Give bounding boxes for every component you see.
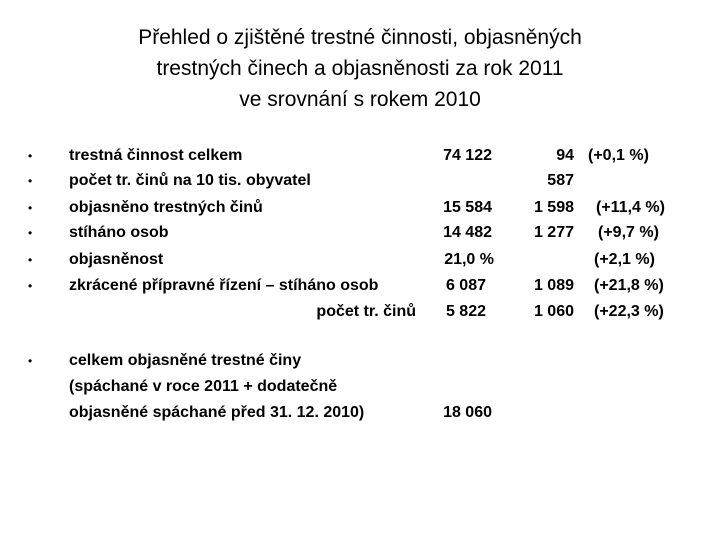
row-label: objasněno trestných činů xyxy=(69,199,263,216)
bullet: • xyxy=(28,354,33,368)
list-item-crimes-per-10k xyxy=(0,169,720,193)
row-pct: (+2,1 %) xyxy=(594,251,655,268)
row-value-2011: 6 087 xyxy=(445,277,486,294)
row-diff: 1 598 xyxy=(533,199,574,216)
row-label: stíháno osob xyxy=(69,224,169,241)
row-diff: 1 277 xyxy=(533,224,574,241)
bullet: • xyxy=(28,149,33,163)
bullet: • xyxy=(28,253,33,267)
row-pct: (+11,4 %) xyxy=(596,199,665,216)
bullet: • xyxy=(28,174,33,188)
list-item-shortened-proceedings xyxy=(0,274,720,298)
row-value-2011: 21,0 % xyxy=(444,251,494,268)
row-label: počet tr. činů xyxy=(316,303,416,320)
row-value-2011: 15 584 xyxy=(443,199,492,216)
bullet: • xyxy=(28,226,33,240)
row-diff: 587 xyxy=(547,172,574,189)
row-value-2011: 14 482 xyxy=(443,224,492,241)
list-item-shortened-crimes xyxy=(0,300,720,324)
title-line-2: trestných činech a objasněnosti za rok 2011 xyxy=(156,57,564,80)
summary-block xyxy=(69,348,409,426)
summary-line-3: objasněné spáchané před 31. 12. 2010) xyxy=(69,404,365,421)
row-value-2011: 74 122 xyxy=(443,147,492,164)
row-pct: (+9,7 %) xyxy=(598,224,659,241)
title-line-1: Přehled o zjištěné trestné činnosti, objasněných xyxy=(138,26,582,49)
list-item-prosecuted-persons xyxy=(0,221,720,245)
bullet: • xyxy=(28,279,33,293)
row-label: trestná činnost celkem xyxy=(69,147,243,164)
list-item-solved-crimes xyxy=(0,196,720,220)
row-label: objasněnost xyxy=(69,251,164,268)
row-label: zkrácené přípravné řízení – stíháno osob xyxy=(69,277,379,294)
row-diff: 1 089 xyxy=(533,277,574,294)
list-item-clearance-rate xyxy=(0,248,720,272)
title-line-3: ve srovnání s rokem 2010 xyxy=(239,88,481,111)
row-diff: 94 xyxy=(556,147,574,164)
row-value-2011: 5 822 xyxy=(445,303,486,320)
row-pct: (+22,3 %) xyxy=(594,303,664,320)
bullet: • xyxy=(28,201,33,215)
summary-line-2: (spáchané v roce 2011 + dodatečně xyxy=(69,378,338,395)
row-label: počet tr. činů na 10 tis. obyvatel xyxy=(69,172,311,189)
summary-value: 18 060 xyxy=(443,404,492,421)
list-item-total-crime xyxy=(0,144,720,168)
row-diff: 1 060 xyxy=(533,303,574,320)
row-pct: (+21,8 %) xyxy=(594,277,664,294)
summary-line-1: celkem objasněné trestné činy xyxy=(69,352,302,369)
page-title xyxy=(40,22,680,115)
row-pct: (+0,1 %) xyxy=(588,147,649,164)
